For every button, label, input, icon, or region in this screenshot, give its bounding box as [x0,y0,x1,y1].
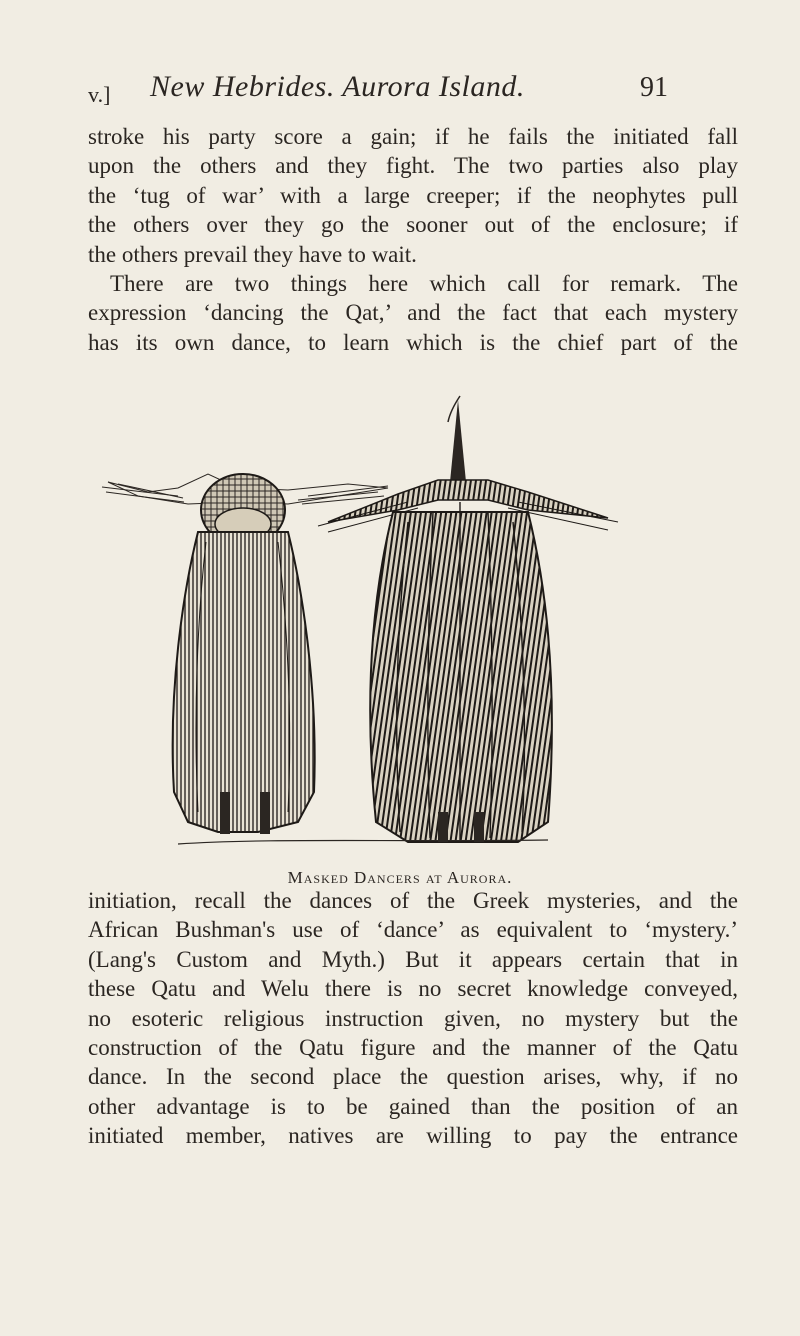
paragraph-bottom [88,886,738,1151]
chapter-marker: v.] [88,82,111,107]
figure-caption: Masked Dancers at Aurora. [287,868,513,887]
text-line: expression ‘dancing the Qat,’ and the fact that each mystery [88,300,738,326]
text-line: upon the others and they fight. The two parties also play [88,153,738,179]
text-line: dance. In the second place the question arises, why, if no [88,1064,738,1090]
text-line: no esoteric religious instruction given, no mystery but the [88,1005,738,1031]
text-line: (Lang's Custom and Myth.) But it appears certain that in [88,946,738,972]
text-line: the ‘tug of war’ with a large creeper; if the neophytes pull [88,182,738,208]
running-title: New Hebrides. Aurora Island. [150,70,525,103]
right-dancer [318,396,618,842]
text-line: the others over they go the sooner out of the enclosure; if [88,212,738,238]
masked-dancers-illustration [88,392,738,862]
text-line: has its own dance, to learn which is the chief part of the [88,329,738,355]
text-line: the others prevail they have to wait. [88,241,417,267]
text-line: these Qatu and Welu there is no secret knowledge conveyed, [88,976,738,1002]
paragraph-top [88,122,738,357]
page-number: 91 [640,72,668,103]
text-line: initiated member, natives are willing to pay the entrance [88,1123,738,1149]
text-line: African Bushman's use of ‘dance’ as equivalent to ‘mystery.’ [88,917,738,943]
text-line: initiation, recall the dances of the Greek mysteries, and the [88,888,738,913]
text-line: There are two things here which call for remark. The [110,271,738,297]
text-line: other advantage is to be gained than the position of an [88,1093,738,1119]
text-line: stroke his party score a gain; if he fails the initiated fall [88,124,738,149]
text-line: construction of the Qatu figure and the manner of the Qatu [88,1035,738,1061]
left-dancer [102,474,388,834]
engraving-figure [88,392,738,862]
running-header [88,70,668,110]
